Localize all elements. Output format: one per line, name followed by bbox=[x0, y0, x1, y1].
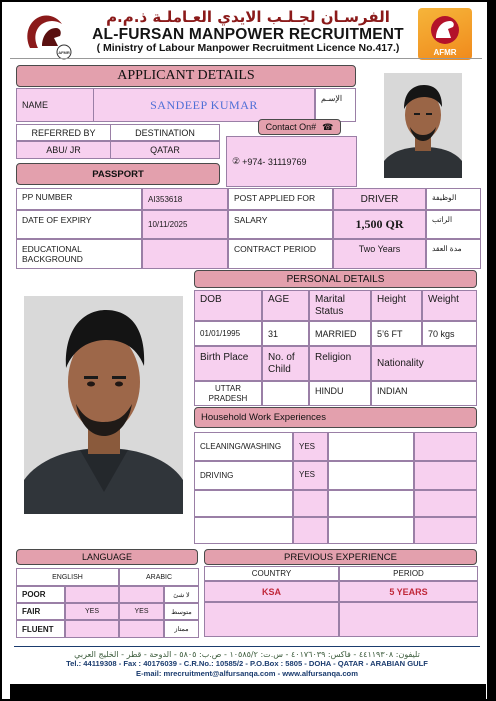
language-col-english: ENGLISH bbox=[16, 568, 119, 586]
language-title: LANGUAGE bbox=[16, 549, 198, 565]
referred-by-label: REFERRED BY bbox=[16, 124, 111, 141]
age-label: AGE bbox=[262, 290, 309, 321]
name-label: NAME bbox=[16, 88, 94, 122]
company-name-arabic: الفرسـان لجـلـب الايدي العـاملـة ذ.م.م bbox=[106, 8, 390, 26]
footer-arabic-contact: تليفون: ٤٤١١٩٣٠٨ - فاكس: ٤٠١٧٦٠٣٩ - س.ت: ١٠٥٨٥/٢ - ص.ب: ٥٨٠٥ - الدوحة - قطر - الخليج العربي bbox=[74, 650, 420, 659]
previous-col-period: PERIOD bbox=[339, 566, 478, 581]
previous-country-value: KSA bbox=[204, 581, 339, 602]
expiry-value: 10/11/2025 bbox=[142, 210, 228, 239]
language-col-arabic: ARABIC bbox=[119, 568, 199, 586]
destination-label: DESTINATION bbox=[110, 124, 220, 141]
language-arabic-value: YES bbox=[119, 603, 164, 620]
licence-subtitle: ( Ministry of Labour Manpower Recruitment Licence No.417.) bbox=[96, 42, 400, 54]
logo-right-text: AFMR bbox=[433, 48, 457, 57]
logo-badge-text: AFMR bbox=[58, 50, 70, 55]
phone-icon: ☎ bbox=[322, 121, 334, 132]
destination-value: QATAR bbox=[110, 141, 220, 159]
previous-experience-title: PREVIOUS EXPERIENCE bbox=[204, 549, 477, 565]
age-value: 31 bbox=[262, 321, 309, 346]
contact-circle-icon: ② bbox=[232, 156, 241, 166]
previous-period-value: 5 YEARS bbox=[339, 581, 478, 602]
marital-value: MARRIED bbox=[309, 321, 371, 346]
education-label: EDUCATIONAL BACKGROUND bbox=[16, 239, 142, 269]
previous-col-country: COUNTRY bbox=[204, 566, 339, 581]
birthplace-label: Birth Place bbox=[194, 346, 262, 381]
dob-value: 01/01/1995 bbox=[194, 321, 262, 346]
contract-label-arabic: مدة العقد bbox=[426, 239, 481, 269]
salary-value: 1,500 QR bbox=[333, 210, 426, 239]
weight-label: Weight bbox=[422, 290, 477, 321]
household-title: Household Work Experiences bbox=[194, 407, 477, 428]
referred-by-value: ABU/ JR bbox=[16, 141, 111, 159]
pp-number-value: AI353618 bbox=[142, 188, 228, 210]
contact-value: +974- 31119769 bbox=[242, 156, 307, 167]
household-row-label: DRIVING bbox=[194, 461, 293, 490]
dob-label: DOB bbox=[194, 290, 262, 321]
applicant-details-title: APPLICANT DETAILS bbox=[16, 65, 356, 87]
height-label: Height bbox=[371, 290, 422, 321]
salary-label: SALARY bbox=[228, 210, 333, 239]
contract-label: CONTRACT PERIOD bbox=[228, 239, 333, 269]
personal-details-title: PERSONAL DETAILS bbox=[194, 270, 477, 288]
language-level-label: FLUENT bbox=[16, 620, 65, 638]
post-value: DRIVER bbox=[333, 188, 426, 210]
language-level-arabic: متوسط bbox=[164, 603, 199, 620]
nationality-label: Nationality bbox=[371, 346, 477, 381]
pp-number-label: PP NUMBER bbox=[16, 188, 142, 210]
children-label: No. of Child bbox=[262, 346, 309, 381]
nationality-value: INDIAN bbox=[371, 381, 477, 406]
language-level-arabic: لا شئ bbox=[164, 586, 199, 603]
religion-label: Religion bbox=[309, 346, 371, 381]
religion-value: HINDU bbox=[309, 381, 371, 406]
footer-email-line: E-mail: mrecruitment@alfursanqa.com - www.alfursanqa.com bbox=[136, 669, 358, 678]
contact-label: Contact On# bbox=[265, 122, 317, 132]
household-row-value: YES bbox=[293, 432, 328, 461]
name-label-arabic: الإسـم bbox=[315, 88, 356, 122]
post-label: POST APPLIED FOR bbox=[228, 188, 333, 210]
footer-contact-line: Tel.: 44119308 - Fax : 40176039 - C.R.No.: 10585/2 - P.O.Box : 5805 - DOHA - QATAR - ARABIAN GULF bbox=[66, 659, 428, 668]
language-level-label: FAIR bbox=[16, 603, 65, 620]
language-level-arabic: ممتاز bbox=[164, 620, 199, 638]
name-value: SANDEEP KUMAR bbox=[93, 88, 315, 122]
birthplace-value: UTTAR PRADESH bbox=[194, 381, 262, 406]
household-row-label: CLEANING/WASHING bbox=[194, 432, 293, 461]
contract-value: Two Years bbox=[333, 239, 426, 269]
post-label-arabic: الوظيفة bbox=[426, 188, 481, 210]
passport-title: PASSPORT bbox=[16, 163, 220, 185]
salary-label-arabic: الراتب bbox=[426, 210, 481, 239]
household-row-value: YES bbox=[293, 461, 328, 490]
height-value: 5’6 FT bbox=[371, 321, 422, 346]
expiry-label: DATE OF EXPIRY bbox=[16, 210, 142, 239]
weight-value: 70 kgs bbox=[422, 321, 477, 346]
marital-label: Marital Status bbox=[309, 290, 371, 321]
company-name-english: AL-FURSAN MANPOWER RECRUITMENT bbox=[92, 26, 404, 43]
language-level-label: POOR bbox=[16, 586, 65, 603]
language-english-value: YES bbox=[65, 603, 119, 620]
